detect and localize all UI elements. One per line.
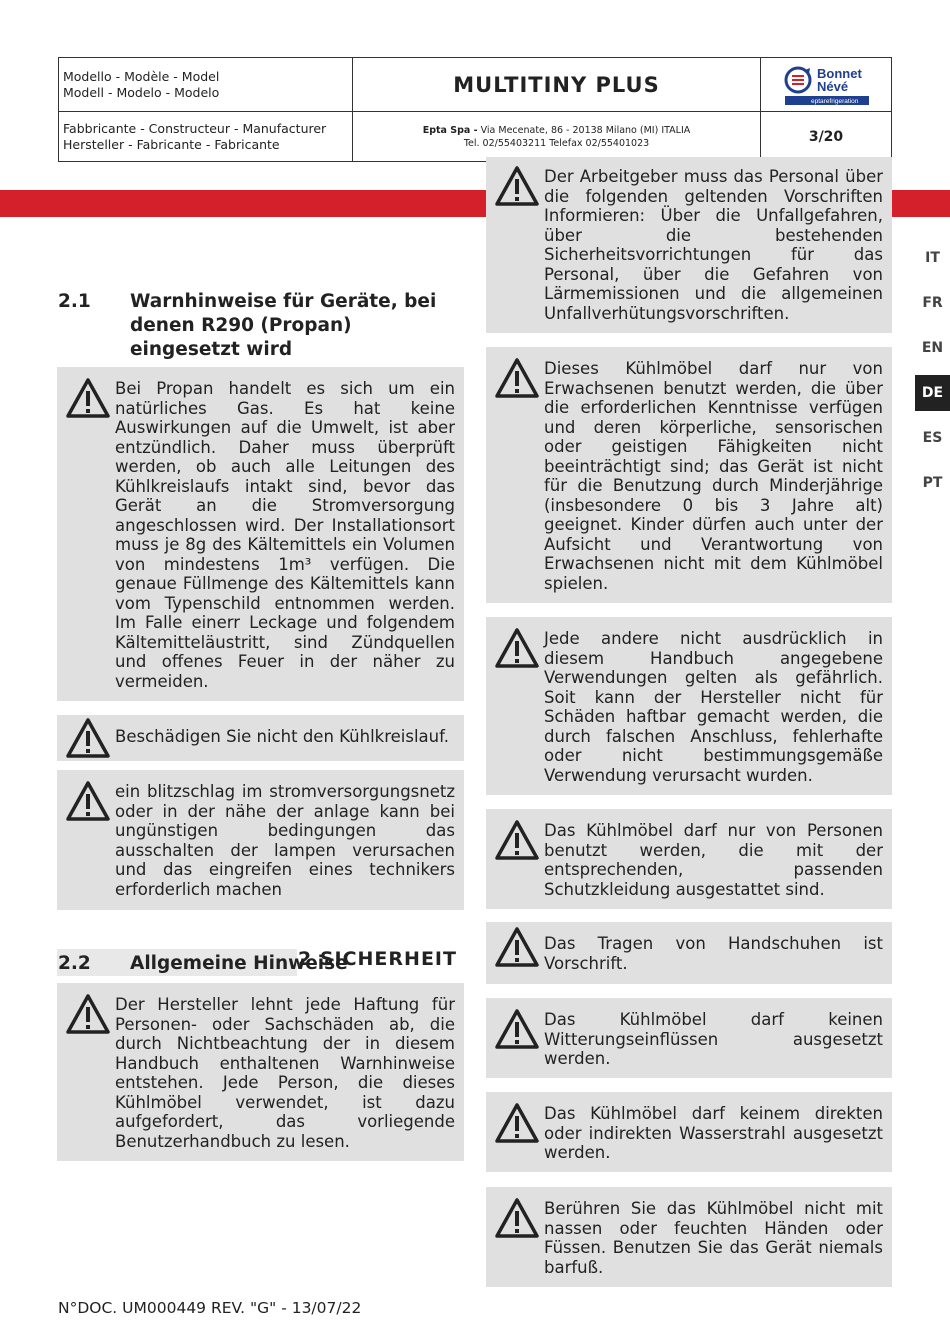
- warning-icon: [65, 993, 111, 1035]
- warning-box-right-3: [486, 617, 892, 795]
- warning-text: Berühren Sie das Kühlmöbel nicht mit nassen oder feuchten Händen oder Füssen. Benutzen Sie das Gerät niemals barfuß.: [544, 1199, 883, 1277]
- logo-sub: eptarefrigeration: [811, 98, 859, 105]
- warning-text: Der Hersteller lehnt jede Haftung für Personen- oder Sachschäden ab, die durch Nichtbeachtung der in diesem Handbuch enthaltenen Warnhinweise entstehen. Jede Person, die dieses Kühlmöbel verwendet, ist dazu aufgefordert, das vorliegende Benutzerhandbuch zu lesen.: [115, 995, 455, 1151]
- warning-box-left-4: [57, 983, 464, 1161]
- warning-box-left-1: [57, 367, 464, 701]
- warning-box-left-2: [57, 715, 464, 761]
- manufacturer-address-line: [353, 124, 760, 137]
- model-label-line-2: Modell - Modelo - Modelo: [63, 85, 220, 100]
- warning-icon: [494, 819, 540, 861]
- model-title-cell: [353, 58, 761, 112]
- warning-text: Das Kühlmöbel darf keinen Witterungseinflüssen ausgesetzt werden.: [544, 1010, 883, 1068]
- warning-text: ein blitzschlag im stromversorgungsnetz oder in der nähe der anlage kann bei ungünstigen bedingungen das ausschalten der lampen verursachen und das eingreifen eines technikers erforderlich machen: [115, 782, 455, 899]
- brand-logo: [783, 62, 903, 108]
- logo-cell: [761, 58, 891, 112]
- warning-text: Der Arbeitgeber muss das Personal über die folgenden geltenden Vorschriften Informieren: Über die Unfallgefahren, über die bestehenden Sicherheitsvorrichtungen für das Personal, über die Gefahren von Lärmemissionen und die allgemeinen Unfallverhütungsvorschriften.: [544, 167, 883, 323]
- warning-text: Beschädigen Sie nicht den Kühlkreislauf.: [115, 727, 449, 746]
- section-2-1-number: 2.1: [58, 291, 91, 312]
- warning-icon: [494, 1102, 540, 1144]
- warning-icon: [494, 627, 540, 669]
- manufacturer-contact: Tel. 02/55403211 Telefax 02/55401023: [463, 138, 650, 149]
- manufacturer-address: Via Mecenate, 86 - 20138 Milano (MI) ITALIA: [480, 125, 691, 136]
- logo-brand-1: Bonnet: [817, 66, 862, 81]
- manufacturer-label-line-1: Fabbricante - Constructeur - Manufacturer: [63, 121, 327, 136]
- language-tabs: [915, 240, 950, 510]
- warning-text: Das Kühlmöbel darf nur von Personen benutzt werden, die mit der entsprechenden, passenden Schutzkleidung ausgestattet sind.: [544, 821, 883, 899]
- warning-box-right-1: [486, 157, 892, 333]
- manufacturer-label-cell: [59, 112, 353, 161]
- warning-box-right-7: [486, 1092, 892, 1172]
- warning-text: Jede andere nicht ausdrücklich in diesem Handbuch angegebene Verwendungen gelten als gefährlich. Soit kann der Hersteller nicht für Schäden haftbar gemacht werden, die durch falschen Anschluss, fehlerhafte oder nicht bestimmungsgemäße Verwendung verursacht wurden.: [544, 629, 883, 785]
- lang-tab-pt[interactable]: PT: [922, 475, 943, 491]
- warning-box-right-2: [486, 347, 892, 603]
- page-number: 3/20: [808, 128, 844, 145]
- section-2-1-title: [130, 290, 436, 362]
- logo-brand-2: Névé: [817, 79, 849, 94]
- lang-tab-de[interactable]: DE: [915, 375, 950, 411]
- lang-tab-fr[interactable]: FR: [922, 295, 943, 311]
- document-number: N°DOC. UM000449 REV. "G" - 13/07/22: [58, 1299, 362, 1317]
- section-2-1-title-line-3: eingesetzt wird: [130, 339, 293, 360]
- header-table: [58, 57, 892, 162]
- section-2-2-title: Allgemeine Hinweise: [130, 953, 348, 974]
- warning-text: Das Kühlmöbel darf keinem direkten oder indirekten Wasserstrahl ausgesetzt werden.: [544, 1104, 883, 1162]
- warning-text: Dieses Kühlmöbel darf nur von Erwachsenen benutzt werden, die über die erforderlichen Kenntnisse verfügen und deren körperliche, sensorischen oder geistigen Fähigkeiten nicht beeinträchtigt sind; das Gerät ist nicht für die Benutzung durch Minderjährige (insbesondere 0 bis 3 Jahre alt) geeignet. Kinder dürfen auch unter der Aufsicht und Verantwortung von Erwachsenen nicht mit dem Kühlmöbel spielen.: [544, 359, 883, 593]
- model-title: MULTITINY PLUS: [453, 72, 660, 97]
- warning-box-right-4: [486, 809, 892, 909]
- warning-text: Das Tragen von Handschuhen ist Vorschrift.: [544, 934, 883, 973]
- section-2-1-title-line-1: Warnhinweise für Geräte, bei: [130, 291, 437, 312]
- warning-icon: [65, 780, 111, 822]
- manufacturer-label-line-2: Hersteller - Fabricante - Fabricante: [63, 137, 280, 152]
- model-label-line-1: Modello - Modèle - Model: [63, 69, 220, 84]
- warning-box-right-8: [486, 1187, 892, 1287]
- overlay-heading: 2 SICHERHEIT: [298, 948, 457, 970]
- section-2-1-title-line-2: denen R290 (Propan): [130, 315, 352, 336]
- warning-icon: [65, 717, 111, 759]
- manufacturer-company: Epta Spa -: [422, 125, 478, 136]
- warning-icon: [494, 1008, 540, 1050]
- model-label-cell: [59, 58, 353, 112]
- warning-box-right-6: [486, 998, 892, 1078]
- manufacturer-info-cell: [353, 112, 761, 161]
- lang-tab-es[interactable]: ES: [922, 430, 943, 446]
- warning-icon: [65, 377, 111, 419]
- warning-icon: [494, 165, 540, 207]
- section-2-1-heading: [58, 290, 458, 362]
- warning-icon: [494, 357, 540, 399]
- warning-icon: [494, 926, 540, 968]
- warning-icon: [494, 1197, 540, 1239]
- warning-text: Bei Propan handelt es sich um ein natürliches Gas. Es hat keine Auswirkungen auf die Umwelt, ist aber entzündlich. Daher muss überprüft werden, ob auch alle Leitungen des Kühlkreislaufs intakt sind, bevor das Gerät an die Stromversorgung angeschlossen wird. Der Installationsort muss je 8g des Kältemittels ein Volumen von mindestens 1m³ verfügen. Die genaue Füllmenge des Kältemittels kann vom Typenschild entnommen werden. Im Falle einerr Leckage und folgendem Kältemitteläustritt, sind Zündquellen und offenes Feuer in der näher zu vermeiden.: [115, 379, 455, 691]
- warning-box-left-3: [57, 770, 464, 910]
- lang-tab-en[interactable]: EN: [921, 340, 944, 356]
- warning-box-right-5: [486, 922, 892, 984]
- page-cell: [761, 112, 891, 161]
- section-2-2-number: 2.2: [58, 953, 91, 974]
- lang-tab-it[interactable]: IT: [925, 250, 940, 266]
